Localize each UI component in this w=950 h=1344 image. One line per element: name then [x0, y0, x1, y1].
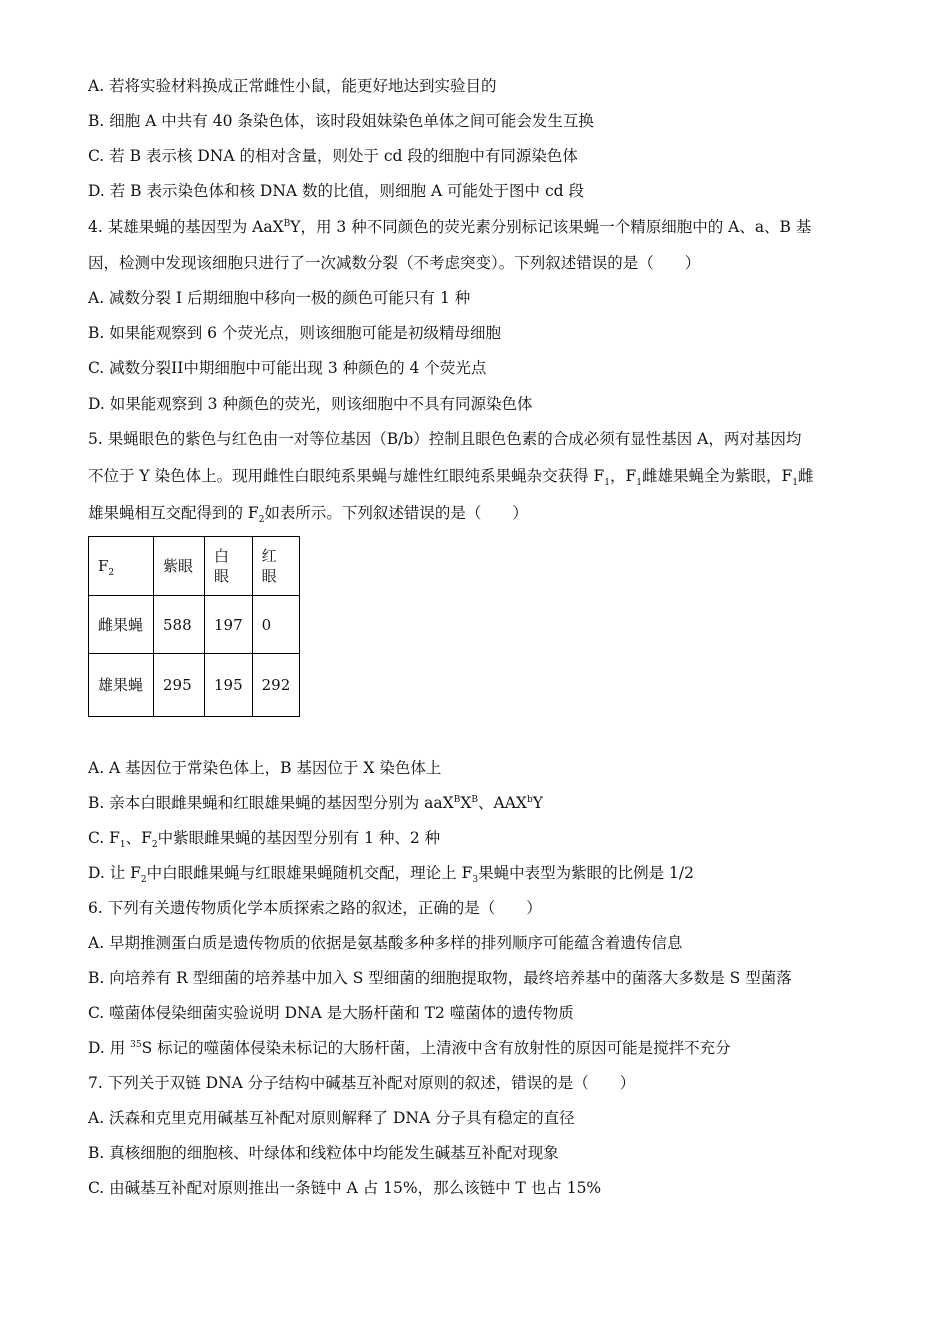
- q5-option-a: A. A 基因位于常染色体上，B 基因位于 X 染色体上: [88, 759, 442, 777]
- q3-option-b: B. 细胞 A 中共有 40 条染色体，该时段姐妹染色单体之间可能会发生互换: [88, 112, 594, 130]
- q5-stem-line1: 5. 果蝇眼色的紫色与红色由一对等位基因（B/b）控制且眼色色素的合成必须有显性基因 A，两对基因均: [88, 430, 802, 448]
- row-label: 雄果蝇: [89, 654, 154, 717]
- q4-option-d: D. 如果能观察到 3 种颜色的荧光，则该细胞中不具有同源染色体: [88, 395, 533, 413]
- table-header-row: [89, 537, 300, 596]
- q4-option-a: A. 减数分裂 I 后期细胞中移向一极的颜色可能只有 1 种: [88, 289, 471, 307]
- q6-option-a: A. 早期推测蛋白质是遗传物质的依据是氨基酸多种多样的排列顺序可能蕴含着遗传信息: [88, 934, 683, 952]
- q3-option-c: C. 若 B 表示核 DNA 的相对含量，则处于 cd 段的细胞中有同源染色体: [88, 147, 578, 165]
- table-header-f2: $F_2$: [89, 537, 154, 596]
- table-row: [89, 596, 300, 654]
- q4-stem-line1: 4. 某雄果蝇的基因型为 AaX$^B$Y，用 3 种不同颜色的荧光素分别标记该果蝇一个精原细胞中的 A、a、B 基: [88, 218, 812, 236]
- table-header-red: 红眼: [252, 537, 300, 596]
- q7-stem: 7. 下列关于双链 DNA 分子结构中碱基互补配对原则的叙述，错误的是（ ）: [88, 1074, 636, 1092]
- q7-option-c: C. 由碱基互补配对原则推出一条链中 A 占 15%，那么该链中 T 也占 15%: [88, 1179, 602, 1197]
- q5-stem-line3: 雄果蝇相互交配得到的 $F_2$如表所示。下列叙述错误的是（ ）: [88, 504, 528, 526]
- q5-option-c: C. $F_1$、$F_2$中紫眼雌果蝇的基因型分别有 1 种、2 种: [88, 829, 441, 851]
- cell-value: 0: [252, 596, 300, 654]
- cell-value: 295: [154, 654, 205, 717]
- q3-option-a: A. 若将实验材料换成正常雌性小鼠，能更好地达到实验目的: [88, 77, 497, 95]
- q5-option-b: B. 亲本白眼雌果蝇和红眼雄果蝇的基因型分别为 $aaX^BX^B$、AAX$^b$Y: [88, 794, 543, 812]
- q4-option-b: B. 如果能观察到 6 个荧光点，则该细胞可能是初级精母细胞: [88, 324, 501, 342]
- cell-value: 588: [154, 596, 205, 654]
- q6-stem: 6. 下列有关遗传物质化学本质探索之路的叙述，正确的是（ ）: [88, 899, 542, 917]
- f2-table: [88, 536, 300, 717]
- q7-option-b: B. 真核细胞的细胞核、叶绿体和线粒体中均能发生碱基互补配对现象: [88, 1144, 559, 1162]
- cell-value: 195: [205, 654, 253, 717]
- q4-stem-line2: 因，检测中发现该细胞只进行了一次减数分裂（不考虑突变）。下列叙述错误的是（ ）: [88, 254, 701, 272]
- q5-stem-line2: 不位于 Y 染色体上。现用雌性白眼纯系果蝇与雄性红眼纯系果蝇杂交获得 $F_1$，$F_1$雌雄果蝇全为紫眼，$F_1$雌: [88, 467, 814, 489]
- row-label: 雌果蝇: [89, 596, 154, 654]
- table-row: [89, 654, 300, 717]
- table-header-purple: 紫眼: [154, 537, 205, 596]
- cell-value: 197: [205, 596, 253, 654]
- q5-option-d: D. 让 $F_2$中白眼雌果蝇与红眼雄果蝇随机交配，理论上 $F_3$果蝇中表型为紫眼的比例是 1/2: [88, 864, 694, 886]
- table-header-white: 白眼: [205, 537, 253, 596]
- q4-option-c: C. 减数分裂II中期细胞中可能出现 3 种颜色的 4 个荧光点: [88, 359, 487, 377]
- q7-option-a: A. 沃森和克里克用碱基互补配对原则解释了 DNA 分子具有稳定的直径: [88, 1109, 575, 1127]
- cell-value: 292: [252, 654, 300, 717]
- q3-option-d: D. 若 B 表示染色体和核 DNA 数的比值，则细胞 A 可能处于图中 cd 段: [88, 182, 585, 200]
- q6-option-b: B. 向培养有 R 型细菌的培养基中加入 S 型细菌的细胞提取物，最终培养基中的菌落大多数是 S 型菌落: [88, 969, 792, 987]
- q6-option-c: C. 噬菌体侵染细菌实验说明 DNA 是大肠杆菌和 T2 噬菌体的遗传物质: [88, 1004, 574, 1022]
- q6-option-d: D. 用 $^{35}$S 标记的噬菌体侵染未标记的大肠杆菌，上清液中含有放射性的原因可能是搅拌不充分: [88, 1039, 731, 1057]
